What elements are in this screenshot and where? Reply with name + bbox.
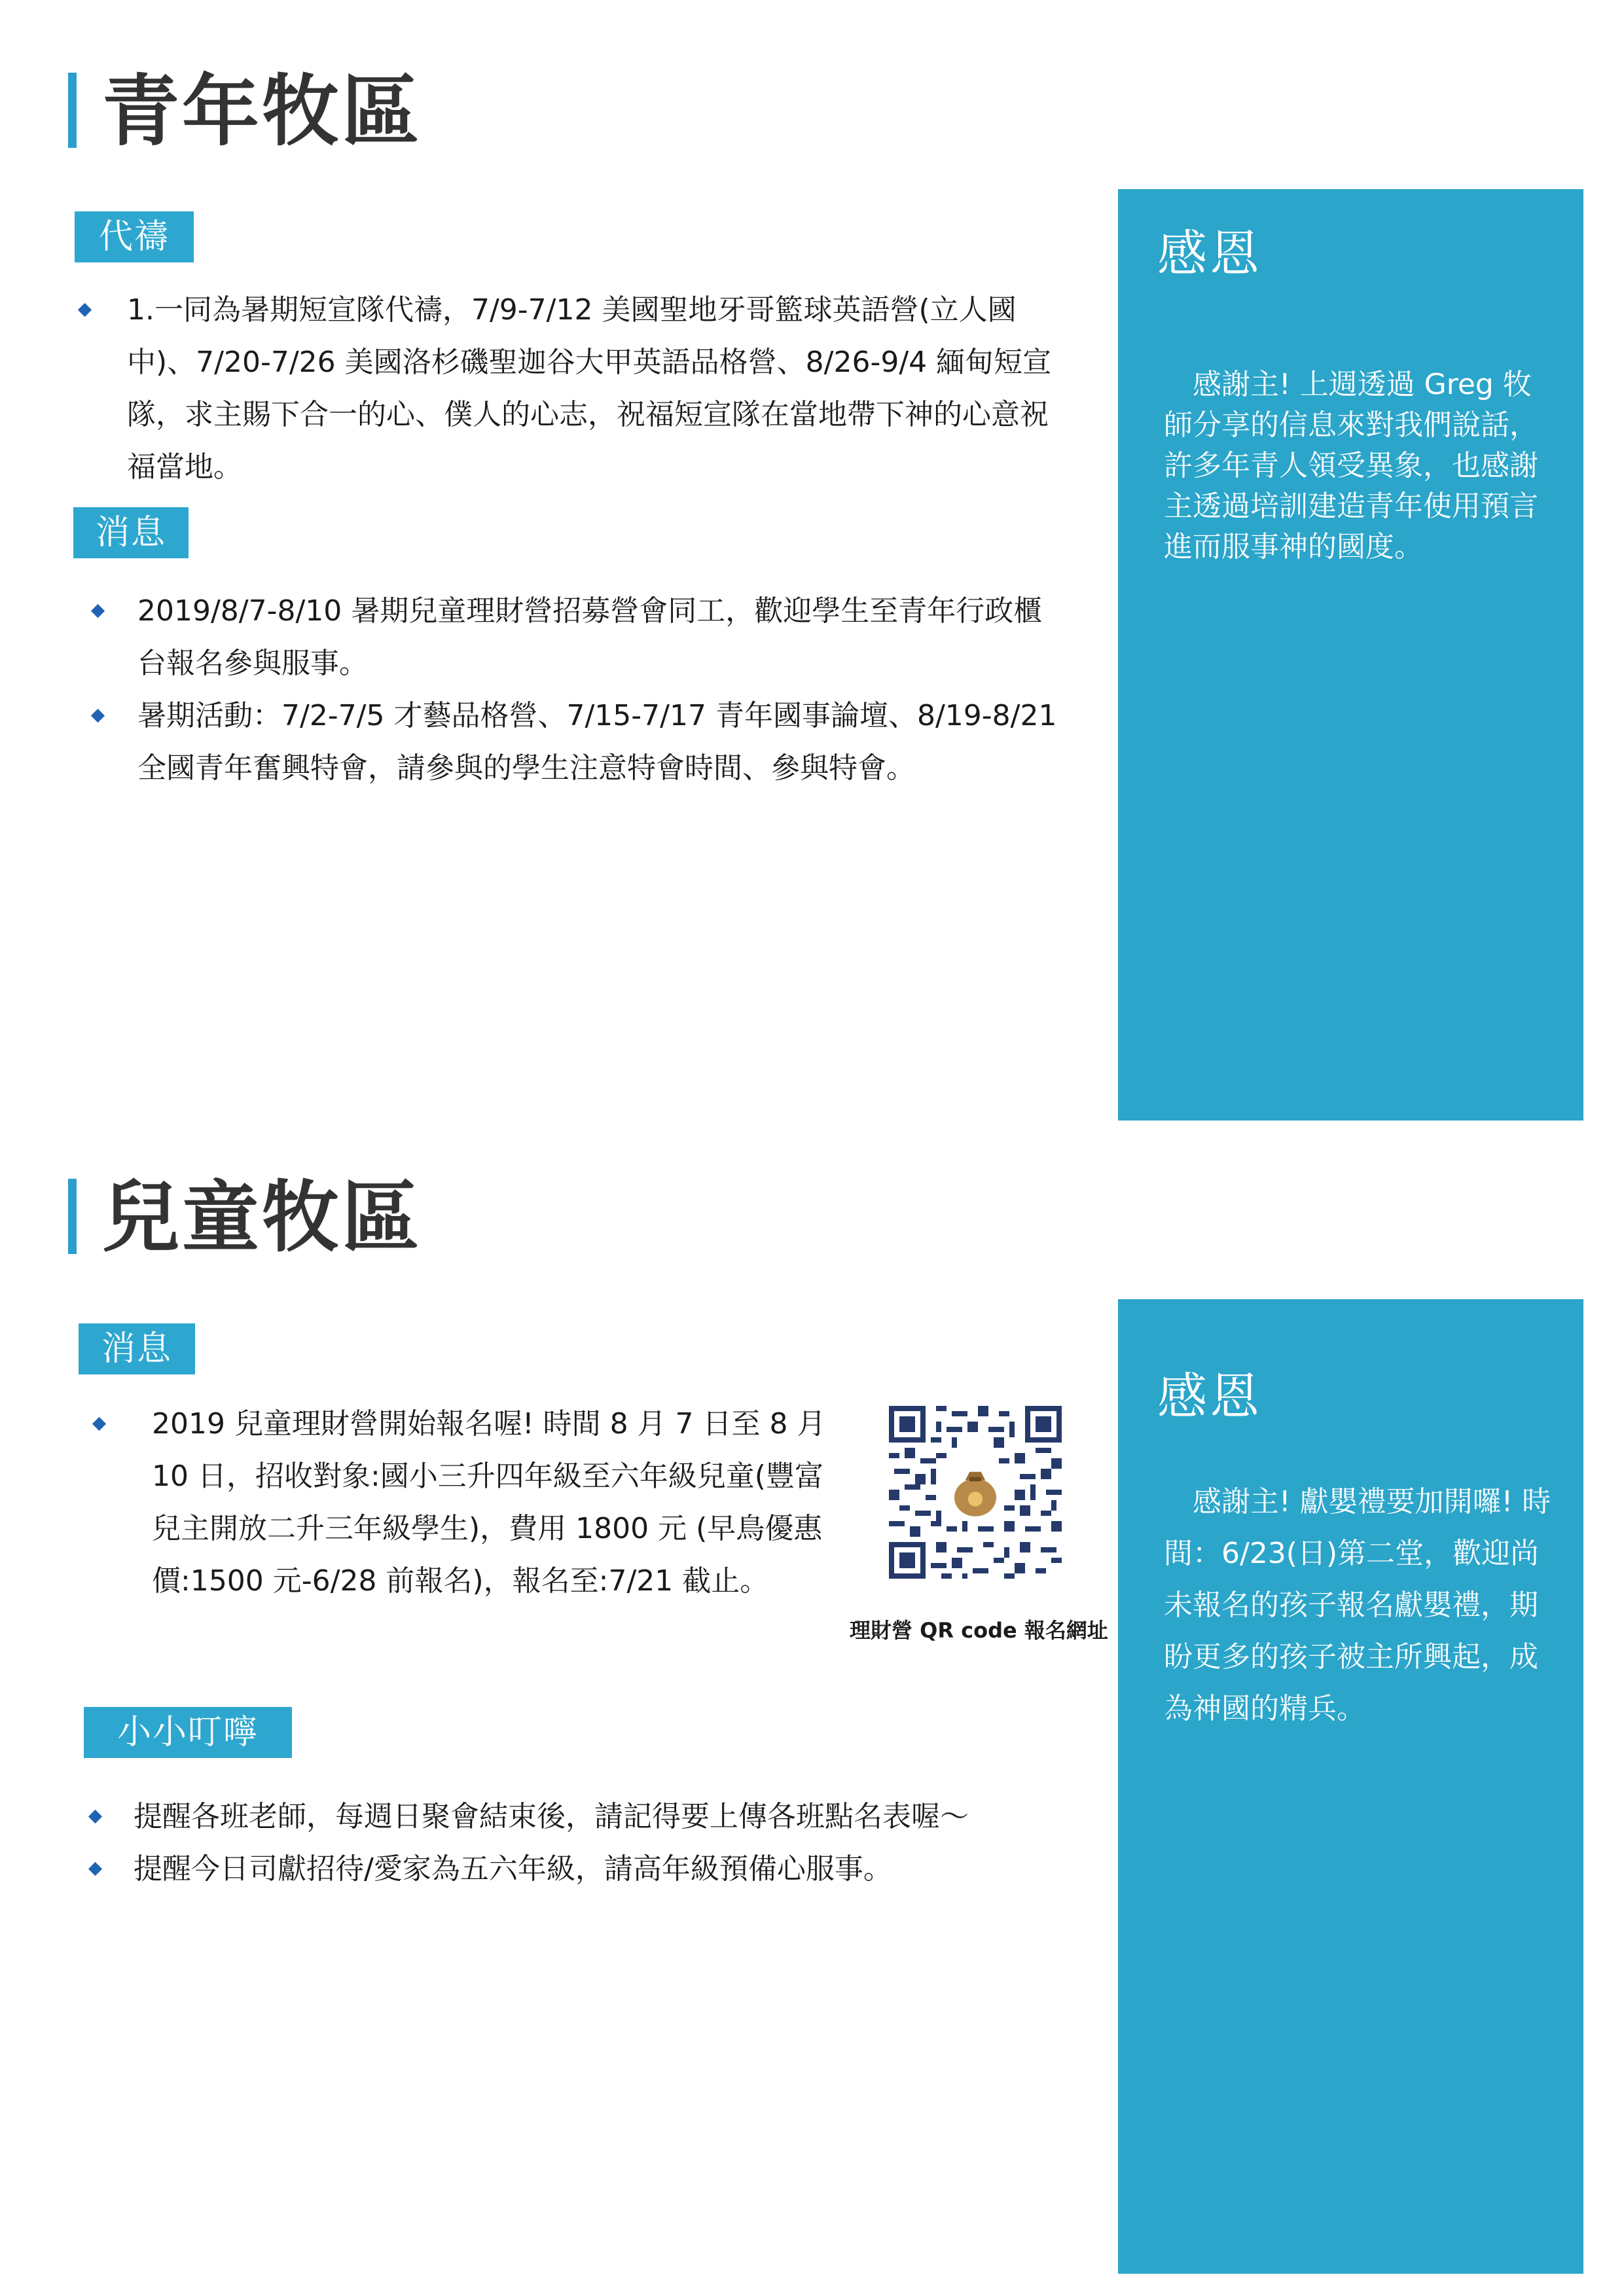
children-news-tag: 消息 [79, 1323, 195, 1374]
children-reminder-tag: 小小叮嚀 [84, 1707, 292, 1758]
youth-thanks-text: 感謝主! 上週透過 Greg 牧師分享的信息來對我們說話，許多年青人領受異象，也感謝主透過培訓建造青年使用預言進而服事神的國度。 [1164, 368, 1538, 564]
diamond-bullet-icon [92, 1417, 106, 1431]
title-accent-bar [68, 1179, 77, 1254]
diamond-bullet-icon [88, 1810, 102, 1823]
list-item-text: 提醒各班老師，每週日聚會結束後，請記得要上傳各班點名表喔～ [134, 1800, 969, 1833]
list-item-text: 2019 兒童理財營開始報名喔! 時間 8 月 7 日至 8 月 10 日，招收對象:國小三升四年級至六年級兒童(豐富兒主開放二升三年級學生)，費用 1800 元 (早鳥優惠價:1500 元-6/28 前報名)，報名至:7/21 截止。 [152, 1407, 826, 1598]
list-item-text: 暑期活動：7/2-7/5 才藝品格營、7/15-7/17 青年國事論壇、8/19-8/21 全國青年奮興特會，請參與的學生注意特會時間、參與特會。 [137, 699, 1057, 785]
youth-title-text: 青年牧區 [102, 66, 422, 156]
children-title-text: 兒童牧區 [102, 1172, 422, 1263]
list-item [152, 1398, 833, 1607]
youth-news-tag: 消息 [73, 507, 189, 558]
diamond-bullet-icon [91, 709, 105, 723]
qr-caption: 理財營 QR code 報名網址 [850, 1618, 1108, 1643]
qr-code-icon[interactable] [889, 1406, 1062, 1579]
children-thanks-text: 感謝主! 獻嬰禮要加開囉! 時間：6/23(日)第二堂，歡迎尚未報名的孩子報名獻嬰禮，期盼更多的孩子被主所興起，成為神國的精兵。 [1164, 1485, 1551, 1725]
diamond-bullet-icon [78, 303, 92, 317]
list-item [137, 690, 1060, 795]
youth-prayer-tag: 代禱 [75, 211, 194, 262]
youth-prayer-list [127, 284, 1056, 493]
list-item [134, 1791, 1063, 1843]
list-item [137, 585, 1060, 690]
list-item-text: 2019/8/7-8/10 暑期兒童理財營招募營會同工，歡迎學生至青年行政櫃台報名參與服事。 [137, 594, 1043, 680]
diamond-bullet-icon [88, 1862, 102, 1876]
list-item [127, 284, 1056, 493]
diamond-bullet-icon [91, 604, 105, 618]
children-thanks-heading: 感恩 [1157, 1367, 1262, 1426]
youth-news-list [137, 585, 1060, 795]
list-item-text: 1.一同為暑期短宣隊代禱，7/9-7/12 美國聖地牙哥籃球英語營(立人國中)、7/20-7/26 美國洛杉磯聖迦谷大甲英語品格營、8/26-9/4 緬甸短宣隊，求主賜下合一的心、僕人的心志，祝福短宣隊在當地帶下神的心意祝福當地。 [127, 293, 1052, 484]
children-reminder-list [134, 1791, 1063, 1895]
list-item [134, 1843, 1063, 1895]
children-news-list [152, 1398, 833, 1607]
list-item-text: 提醒今日司獻招待/愛家為五六年級，請高年級預備心服事。 [134, 1852, 892, 1886]
youth-thanks-heading: 感恩 [1157, 224, 1262, 283]
youth-thanks-panel [1118, 189, 1583, 1121]
title-accent-bar [68, 73, 77, 148]
children-thanks-panel [1118, 1299, 1583, 2274]
